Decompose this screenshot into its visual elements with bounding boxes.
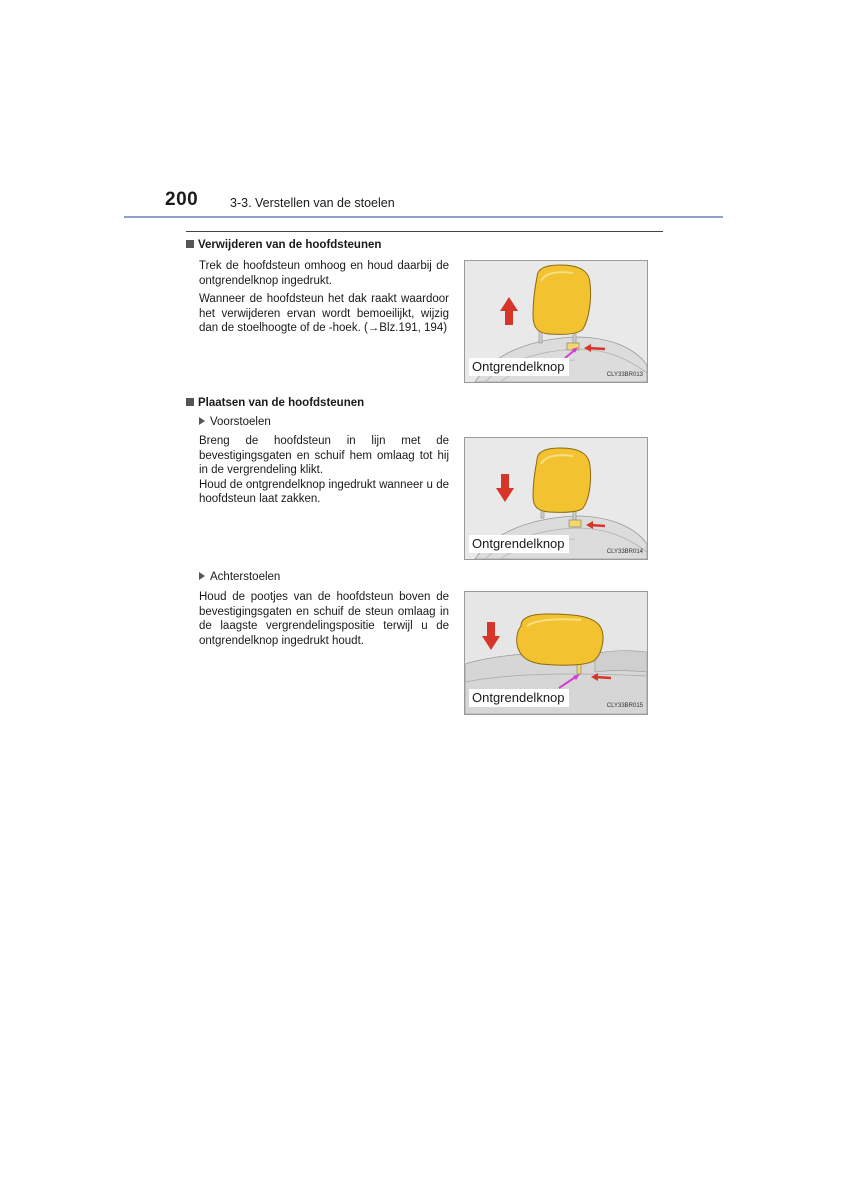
triangle-bullet-icon <box>199 417 205 425</box>
remove-paragraph-1: Trek de hoofdsteun omhoog en houd daarbij de ontgrendelknop ingedrukt. <box>199 260 449 287</box>
header-rule <box>124 216 723 218</box>
content-rule <box>186 231 663 232</box>
figure-code: CLY33BR014 <box>606 549 643 555</box>
heading-text: Plaatsen van de hoofdsteunen <box>198 397 365 409</box>
figure-label-release-button: Ontgrendelknop <box>469 535 569 553</box>
section-title: 3-3. Verstellen van de stoelen <box>230 196 395 210</box>
figure-code: CLY33BR015 <box>606 703 643 709</box>
front-seats-paragraph: Breng de hoofdsteun in lijn met de bevestigingsgaten en schuif hem omlaag tot hij in de vergrendeling klikt. Houd de ontgrendelknop ingedrukt wanneer u de hoofdsteun laat zakken. <box>199 435 449 505</box>
figure-label-release-button: Ontgrendelknop <box>469 358 569 376</box>
subheading-front-seats <box>199 416 271 428</box>
heading-install-headrests <box>186 397 364 409</box>
heading-remove-headrests <box>186 239 381 251</box>
remove-paragraph-2: Wanneer de hoofdsteun het dak raakt waardoor het verwijderen ervan wordt bemoeilijkt, wijzig dan de stoelhoogte of de -hoek. (→Blz.191, 194) <box>199 293 449 334</box>
square-bullet-icon <box>186 240 194 248</box>
page-number: 200 <box>165 189 199 210</box>
figure-code: CLY33BR013 <box>606 372 643 378</box>
subheading-text: Achterstoelen <box>210 571 281 583</box>
figure-rear-headrest <box>464 591 648 715</box>
heading-text: Verwijderen van de hoofdsteunen <box>198 239 382 251</box>
figure-front-headrest <box>464 437 648 560</box>
subheading-rear-seats <box>199 571 280 583</box>
figure-remove-headrest <box>464 260 648 383</box>
figure-label-release-button: Ontgrendelknop <box>469 689 569 707</box>
subheading-text: Voorstoelen <box>210 416 271 428</box>
triangle-bullet-icon <box>199 572 205 580</box>
square-bullet-icon <box>186 398 194 406</box>
rear-seats-paragraph: Houd de pootjes van de hoofdsteun boven de bevestigingsgaten en schuif de steun omlaag in de laagste vergrendelingspositie terwijl u de ontgrendelknop ingedrukt houdt. <box>199 591 449 647</box>
